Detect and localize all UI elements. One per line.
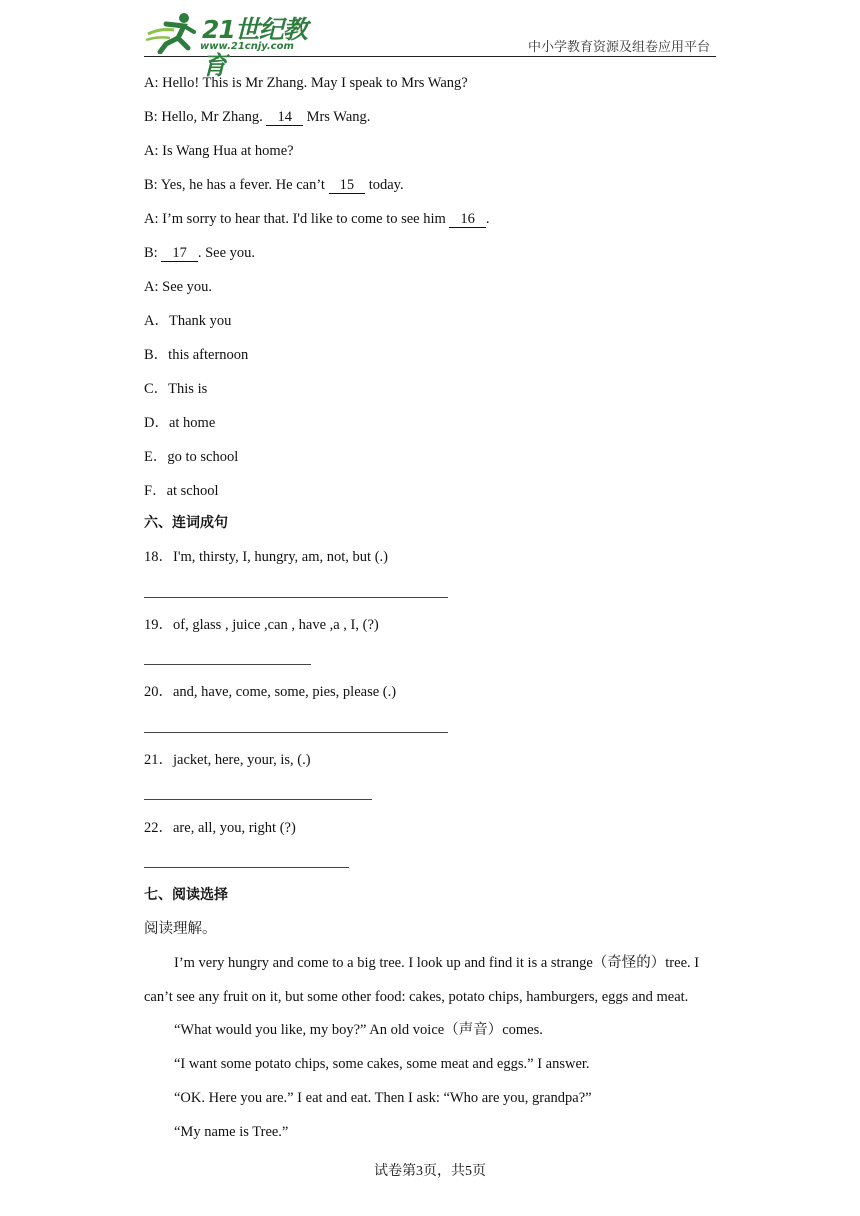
option-b: B．this afternoon	[144, 347, 249, 363]
passage-line: I’m very hungry and come to a big tree. I look up and find it is a strange（奇怪的）tree. I	[174, 955, 700, 971]
passage-line: “I want some potato chips, some cakes, some meat and eggs.” I answer.	[174, 1056, 590, 1072]
blank-15: 15	[329, 177, 366, 194]
blank-14: 14	[266, 109, 303, 126]
question-19: 19．of, glass , juice ,can , have ,a , I, (?)	[144, 617, 379, 633]
logo	[144, 10, 324, 80]
answer-line	[144, 597, 448, 598]
section-subtitle: 阅读理解。	[144, 921, 217, 937]
answer-line	[144, 799, 372, 800]
runner-logo-icon	[144, 10, 202, 54]
question-18: 18．I'm, thirsty, I, hungry, am, not, but (.)	[144, 549, 388, 565]
dialogue-line: B: Yes, he has a fever. He can’t 15 today.	[144, 177, 404, 193]
answer-line	[144, 664, 311, 665]
page-footer: 试卷第3页，共5页	[374, 1164, 486, 1179]
question-21: 21．jacket, here, your, is, (.)	[144, 752, 311, 768]
platform-name: 中小学教育资源及组卷应用平台	[527, 40, 710, 55]
section-title: 七、阅读选择	[144, 887, 228, 903]
dialogue-line: A: Hello! This is Mr Zhang. May I speak to Mrs Wang?	[144, 75, 468, 91]
dialogue-line: A: Is Wang Hua at home?	[144, 143, 294, 159]
answer-line	[144, 732, 448, 733]
answer-line	[144, 867, 349, 868]
section-title: 六、连词成句	[144, 515, 228, 531]
page-header	[144, 8, 716, 80]
passage-line: can’t see any fruit on it, but some other food: cakes, potato chips, hamburgers, eggs and meat.	[144, 989, 689, 1005]
option-e: E．go to school	[144, 449, 239, 465]
passage-line: “OK. Here you are.” I eat and eat. Then I ask: “Who are you, grandpa?”	[174, 1090, 592, 1106]
blank-16: 16	[449, 211, 486, 228]
dialogue-line: B: Hello, Mr Zhang. 14 Mrs Wang.	[144, 109, 371, 125]
question-22: 22．are, all, you, right (?)	[144, 820, 296, 836]
question-20: 20．and, have, come, some, pies, please (.)	[144, 684, 397, 700]
blank-17: 17	[161, 245, 198, 262]
logo-text: 21世纪教育	[202, 15, 307, 80]
option-f: F．at school	[144, 483, 219, 499]
passage-line: “My name is Tree.”	[174, 1124, 289, 1140]
option-d: D．at home	[144, 415, 216, 431]
option-c: C．This is	[144, 381, 208, 397]
option-a: A．Thank you	[144, 313, 232, 329]
passage-line: “What would you like, my boy?” An old voice（声音）comes.	[174, 1022, 543, 1038]
dialogue-line: A: See you.	[144, 279, 213, 295]
logo-url: www.21cnjy.com	[200, 41, 294, 52]
dialogue-line: A: I’m sorry to hear that. I'd like to come to see him 16 .	[144, 211, 490, 227]
dialogue-line: B: 17 . See you.	[144, 245, 256, 261]
